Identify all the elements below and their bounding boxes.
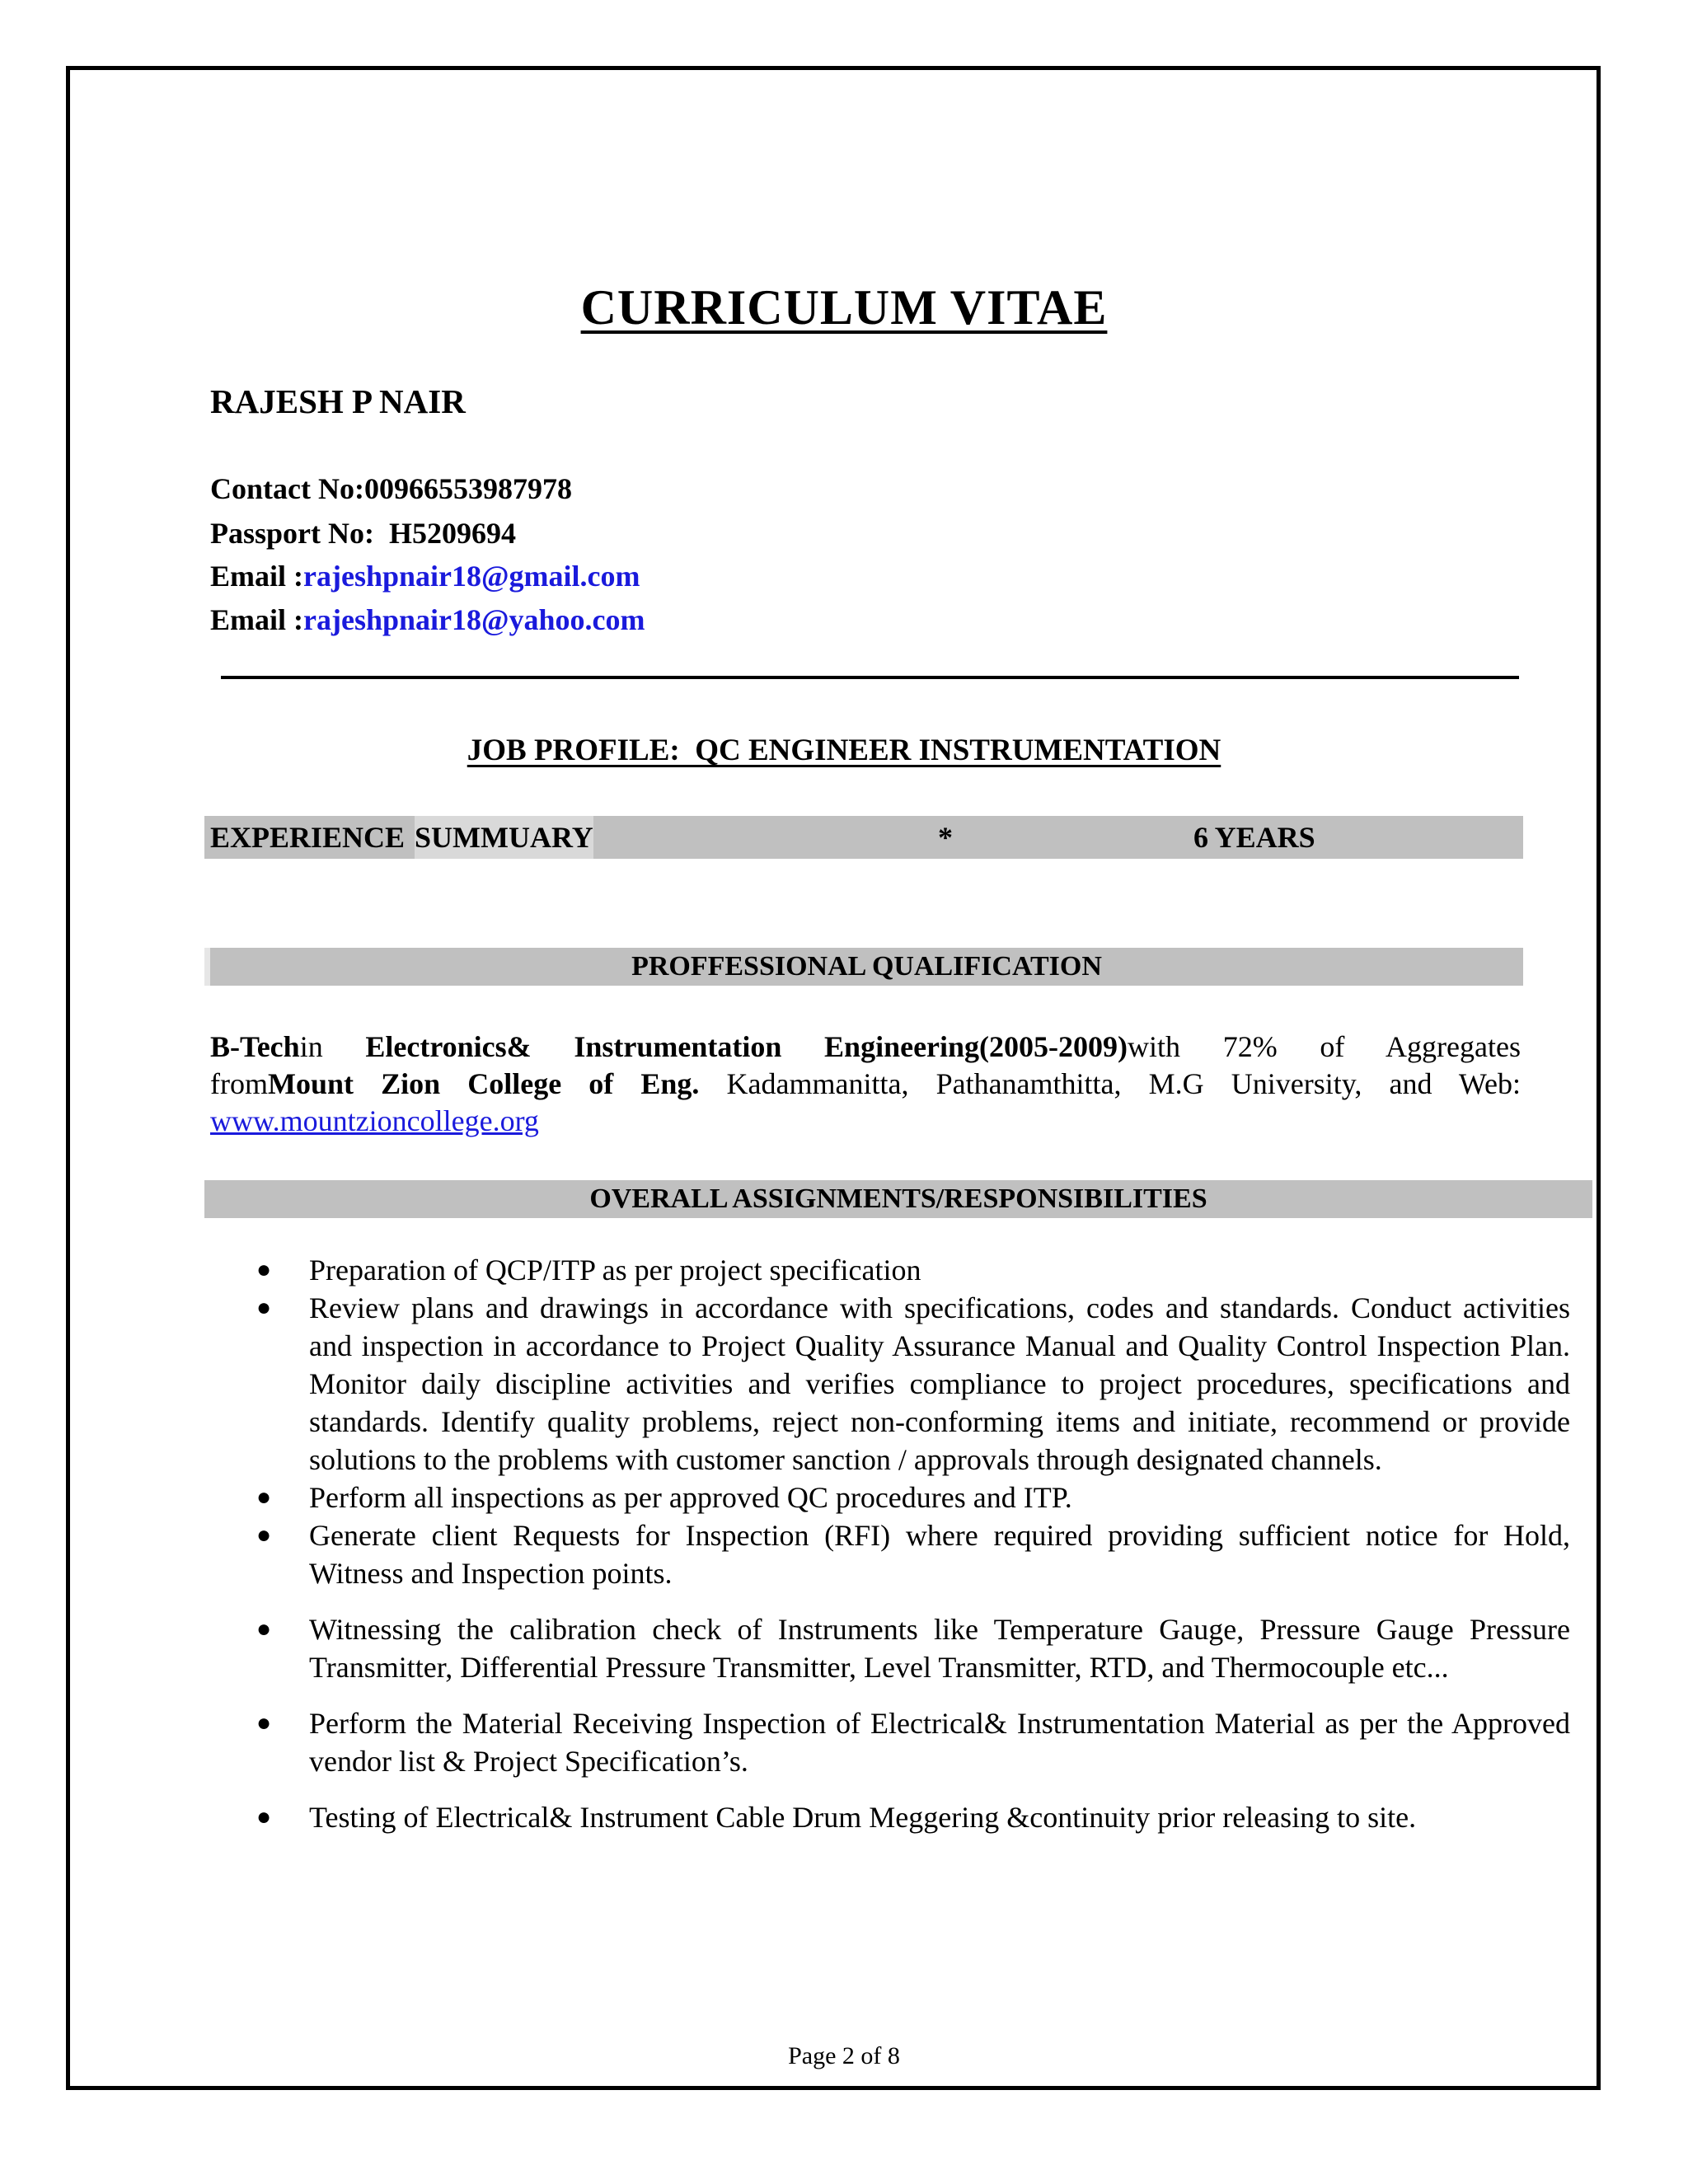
experience-summary-bar — [204, 816, 1523, 859]
experience-years: 6 YEARS — [1193, 821, 1315, 854]
list-item: ● Perform all inspections as per approved QC procedures and ITP. — [309, 1479, 1570, 1516]
candidate-name: RAJESH P NAIR — [210, 382, 466, 420]
email-link-yahoo[interactable]: rajeshpnair18@yahoo.com — [303, 603, 645, 636]
job-profile-heading: JOB PROFILE: QC ENGINEER INSTRUMENTATION — [467, 733, 1221, 767]
bullet-icon: ● — [256, 1483, 272, 1511]
summary-label: SUMMUARY — [415, 816, 593, 859]
bullet-icon: ● — [256, 1615, 272, 1643]
responsibilities-heading: OVERALL ASSIGNMENTS/RESPONSIBILITIES — [204, 1180, 1592, 1218]
bullet-icon: ● — [256, 1709, 272, 1736]
list-item: ● Witnessing the calibration check of Instruments like Temperature Gauge, Pressure Gauge Pressure Transmitter, Differential Pressure Transmitter, Level Transmitter, RTD, and Thermocouple etc... — [309, 1610, 1570, 1686]
experience-separator: * — [938, 821, 953, 854]
responsibilities-list — [256, 1251, 1570, 1836]
bullet-icon: ● — [256, 1294, 272, 1321]
bullet-icon: ● — [256, 1803, 272, 1830]
qualification-text: B-Techin Electronics& Instrumentation Engineering(2005-2009)with 72% of Aggregates fromMount Zion College of Eng. Kadammanitta, Pathanamthitta, M.G University, and Web: www.mountzioncollege.org — [210, 1030, 1521, 1137]
list-item: ● Generate client Requests for Inspection (RFI) where required providing sufficient notice for Hold, Witness and Inspection points. — [309, 1516, 1570, 1592]
email-line-yahoo: Email :rajeshpnair18@yahoo.com — [210, 603, 645, 636]
email-line-gmail: Email :rajeshpnair18@gmail.com — [210, 560, 640, 593]
college-website-link[interactable]: www.mountzioncollege.org — [210, 1104, 539, 1137]
email-link-gmail[interactable]: rajeshpnair18@gmail.com — [303, 560, 640, 593]
list-item: ● Testing of Electrical& Instrument Cable Drum Meggering &continuity prior releasing to site. — [309, 1798, 1570, 1836]
page-number: Page 2 of 8 — [788, 2042, 900, 2069]
passport-number-line: Passport No: H5209694 — [210, 517, 516, 550]
list-item: ● Preparation of QCP/ITP as per project specification — [309, 1251, 1570, 1289]
contact-number-line: Contact No:00966553987978 — [210, 472, 572, 505]
list-item: ● Perform the Material Receiving Inspection of Electrical& Instrumentation Material as per the Approved vendor list & Project Specification’s. — [309, 1704, 1570, 1780]
qualification-heading: PROFFESSIONAL QUALIFICATION — [204, 948, 1523, 986]
bullet-icon: ● — [256, 1521, 272, 1549]
list-item: ● Review plans and drawings in accordance with specifications, codes and standards. Conduct activities and inspection in accordance to Project Quality Assurance Manual and Quality Control Inspection Plan. Monitor daily discipline activities and verifies compliance to project procedures, specifications and standards. Identify quality problems, reject non-conforming items and initiate, recommend or provide solutions to the problems with customer sanction / approvals through designated channels. — [309, 1289, 1570, 1479]
document-title: CURRICULUM VITAE — [580, 280, 1108, 335]
horizontal-divider — [221, 676, 1519, 679]
experience-label: EXPERIENCE — [210, 821, 406, 854]
bullet-icon: ● — [256, 1256, 272, 1283]
